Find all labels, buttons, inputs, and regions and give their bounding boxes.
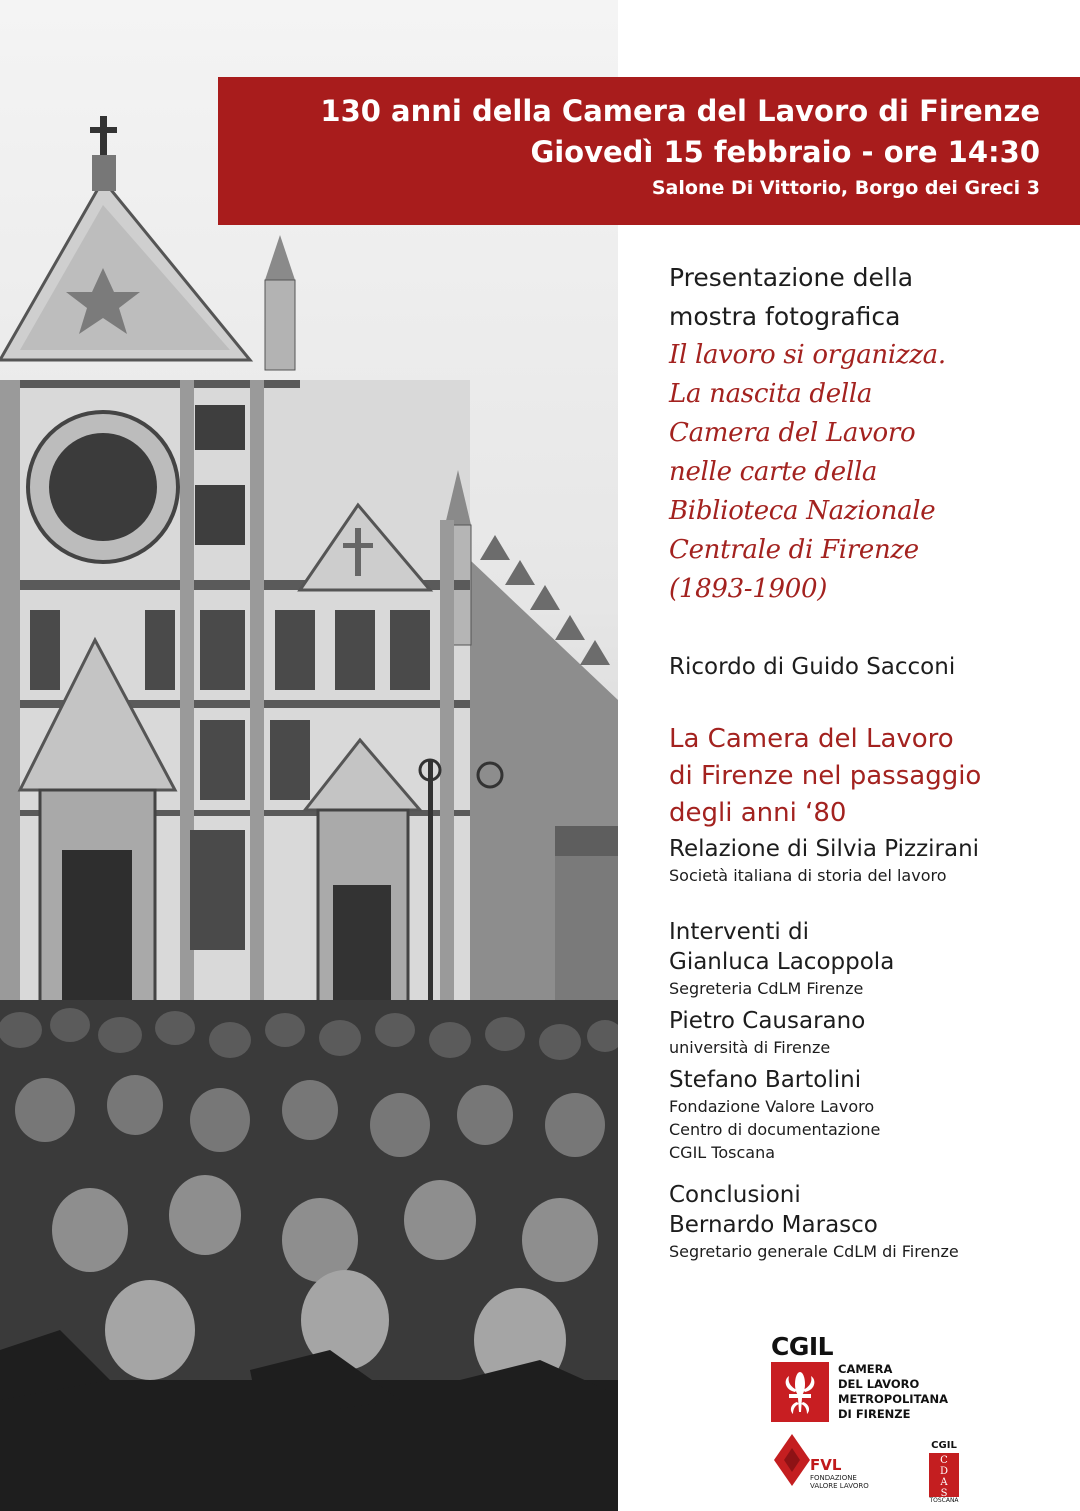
speaker-name: Stefano Bartolini <box>669 1067 862 1093</box>
conclusions-heading: Conclusioni <box>669 1182 801 1208</box>
talk-title-line: di Firenze nel passaggio <box>669 761 982 791</box>
exhibition-title-line: Il lavoro si organizza. <box>669 340 946 370</box>
speaker-affiliation: Fondazione Valore Lavoro <box>669 1097 875 1116</box>
program-column <box>669 258 1074 1263</box>
exhibition-title-line: (1893-1900) <box>669 574 828 604</box>
conclusions-affiliation: Segretario generale CdLM di Firenze <box>669 1242 959 1261</box>
talk-title-line: La Camera del Lavoro <box>669 724 954 754</box>
cgil-caption-line: METROPOLITANA <box>838 1392 948 1406</box>
fvl-caption-line: FONDAZIONE <box>810 1474 857 1482</box>
talk-speaker-affiliation: Società italiana di storia del lavoro <box>669 866 947 885</box>
speaker-affiliation: Segreteria CdLM Firenze <box>669 979 864 998</box>
cdas-letter: C <box>940 1455 948 1466</box>
fvl-wordmark: FVL <box>810 1456 842 1474</box>
talk-speaker: Relazione di Silvia Pizzirani <box>669 836 980 862</box>
florence-lily-icon <box>771 1362 829 1422</box>
fvl-logo <box>770 1430 900 1510</box>
speaker-affiliation: Centro di documentazione <box>669 1120 881 1139</box>
cgil-caption-line: DEL LAVORO <box>838 1377 920 1391</box>
exhibition-title-line: La nascita della <box>669 379 873 409</box>
talk-section <box>669 721 1074 887</box>
exhibition-title-line: nelle carte della <box>669 457 878 487</box>
speaker-affiliation: università di Firenze <box>669 1038 831 1057</box>
event-title: 130 anni della Camera del Lavoro di Firenze <box>320 94 1040 128</box>
cgil-wordmark: CGIL <box>771 1332 834 1361</box>
cdas-top-label: CGIL <box>931 1440 957 1451</box>
cdas-bottom-label: TOSCANA <box>929 1497 959 1504</box>
fvl-mark-icon <box>770 1430 814 1490</box>
conclusions-speaker: Bernardo Marasco <box>669 1212 878 1238</box>
cgil-caption <box>838 1362 948 1422</box>
cdas-badge <box>929 1453 959 1497</box>
header-banner <box>218 77 1080 225</box>
speaker-name: Gianluca Lacoppola <box>669 949 895 975</box>
event-venue: Salone Di Vittorio, Borgo dei Greci 3 <box>651 177 1040 199</box>
interventions-section <box>669 917 1074 1164</box>
conclusions-section <box>669 1180 1074 1263</box>
exhibition-title-line: Camera del Lavoro <box>669 418 916 448</box>
cgil-caption-line: CAMERA <box>838 1362 893 1376</box>
cdas-letter: A <box>940 1477 948 1488</box>
cgil-logo <box>771 1332 971 1422</box>
fvl-caption <box>810 1474 890 1490</box>
fvl-caption-line: VALORE LAVORO <box>810 1482 869 1490</box>
event-date-time: Giovedì 15 febbraio - ore 14:30 <box>530 135 1040 169</box>
exhibition-title-line: Biblioteca Nazionale <box>669 496 936 526</box>
cdas-letter: D <box>939 1466 949 1477</box>
exhibition-section <box>669 258 1074 609</box>
speaker-affiliation: CGIL Toscana <box>669 1143 776 1162</box>
talk-title-line: degli anni ‘80 <box>669 798 847 828</box>
cgil-caption-line: DI FIRENZE <box>838 1407 911 1421</box>
memorial-line: Ricordo di Guido Sacconi <box>669 654 956 680</box>
exhibition-title-line: Centrale di Firenze <box>669 535 919 565</box>
presentation-lead: Presentazione della <box>669 263 914 292</box>
cdas-letter: S <box>940 1488 948 1499</box>
cgil-cdas-logo <box>924 1440 964 1506</box>
presentation-lead: mostra fotografica <box>669 302 901 331</box>
speaker-name: Pietro Causarano <box>669 1008 866 1034</box>
interventions-heading: Interventi di <box>669 919 810 945</box>
